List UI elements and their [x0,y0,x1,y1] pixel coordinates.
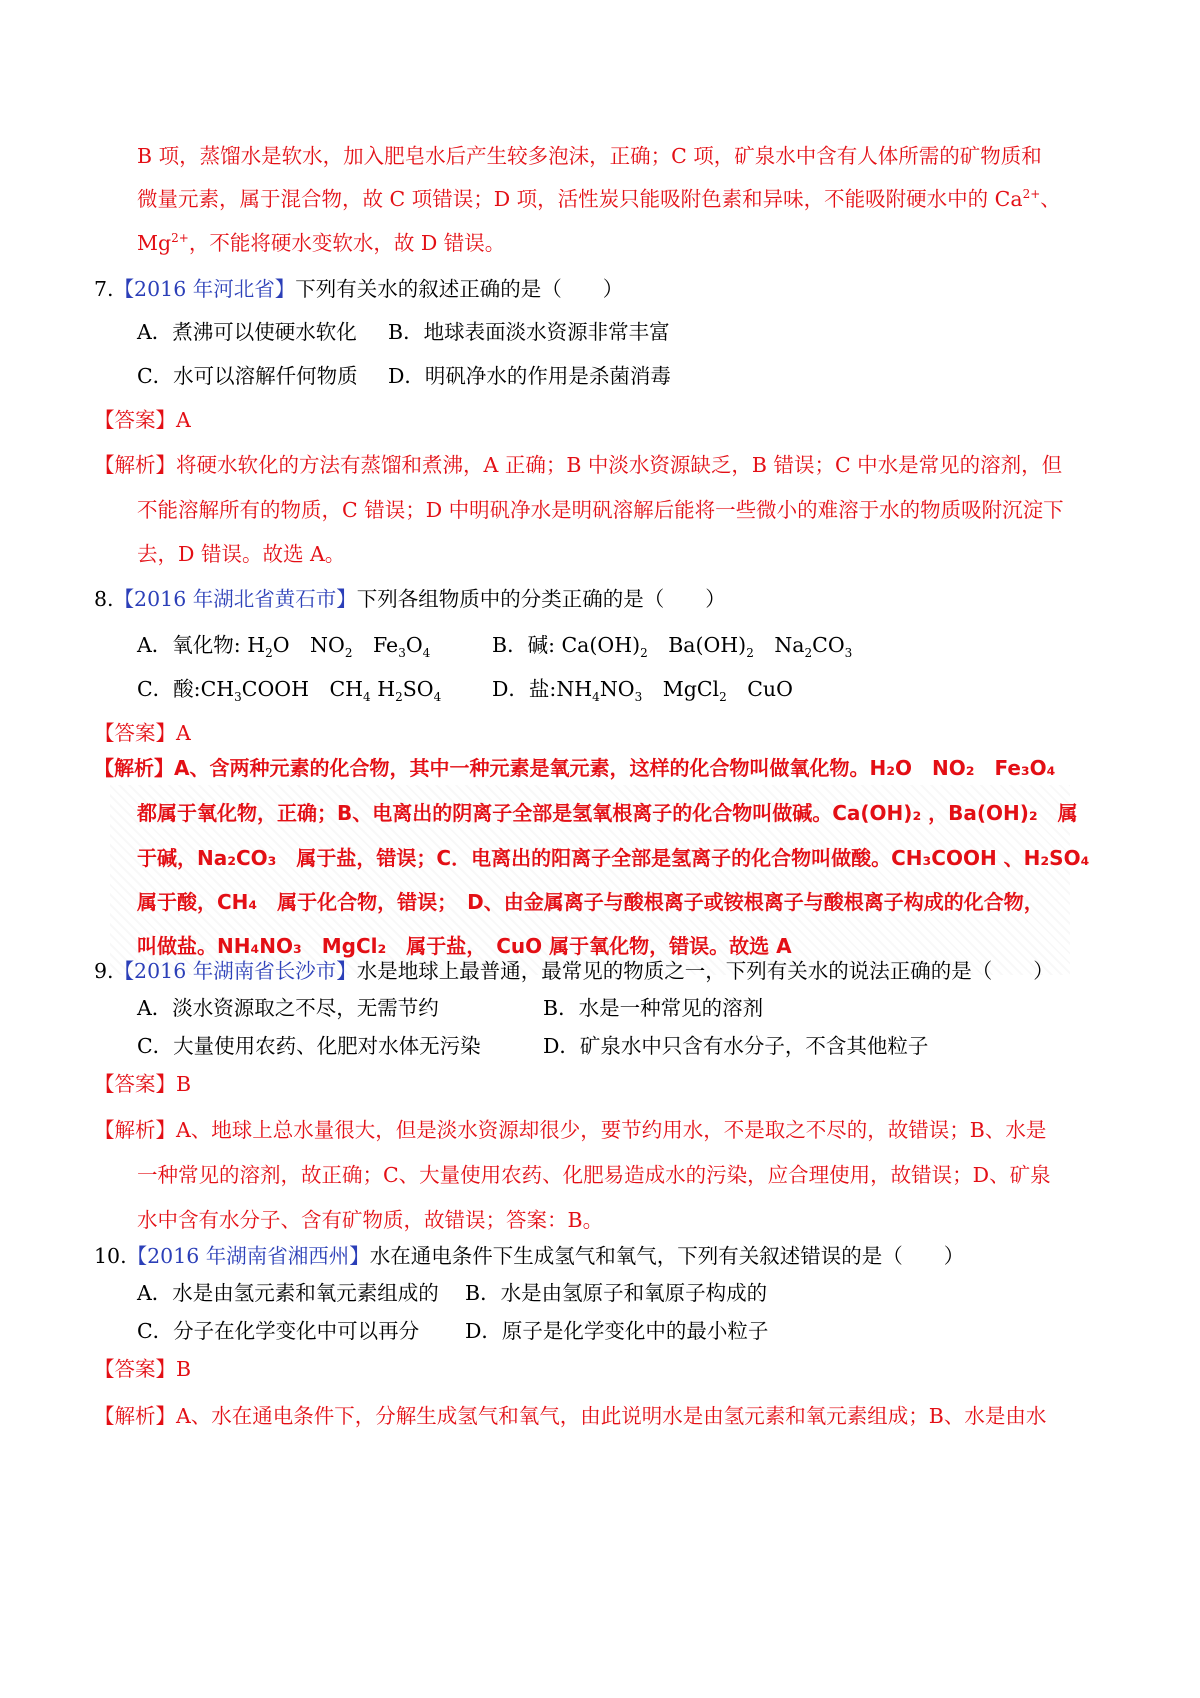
q9-explanation-line-1: 【解析】A、地球上总水量很大，但是淡水资源却很少，要节约用水，不是取之不尽的，故错误；B、水是 [94,1118,1047,1142]
question-text: 水是地球上最普通，最常见的物质之一，下列有关水的说法正确的是（ ） [356,959,1054,983]
question-9-stem [94,957,1054,985]
q8-explanation-line-4: 属于酸，CH₄ 属于化合物，错误； D、由金属离子与酸根离子或铵根离子与酸根离子构成的化合物， [137,890,1044,914]
q7-explanation-line-1: 【解析】将硬水软化的方法有蒸馏和煮沸，A 正确；B 中淡水资源缺乏，B 错误；C 中水是常见的溶剂，但 [94,453,1063,477]
q8-option-d: D．盐$:NH_4NO_3$ MgCl$_2$ CuO [492,677,793,705]
q7-option-c: C．水可以溶解仟何物质 [137,364,358,388]
q9-option-c: C．大量使用农药、化肥对水体无污染 [137,1034,481,1058]
question-number: 8. [94,587,114,611]
q8-option-c: C．酸$:CH_3COOH$ $CH_4$ $H_2SO_4$ [137,677,442,705]
question-number: 7. [94,277,114,301]
question-text: 下列有关水的叙述正确的是（ ） [295,277,624,301]
q9-option-d: D．矿泉水中只含有水分子，不含其他粒子 [543,1034,929,1058]
question-text: 水在通电条件下生成氢气和氧气，下列有关叙述错误的是（ ） [369,1244,965,1268]
q6-explanation-line-3: $Mg^{2+}$，不能将硬水变软水，故 D 错误。 [137,231,506,255]
question-7-stem [94,275,623,303]
q9-option-b: B．水是一种常见的溶剂 [543,996,764,1020]
q10-option-b: B．水是由氢原子和氧原子构成的 [465,1281,768,1305]
q7-answer: 【答案】A [94,408,191,432]
q10-option-d: D．原子是化学变化中的最小粒子 [465,1319,769,1343]
question-10-stem [94,1242,964,1270]
q8-option-a: A．氧化物: $H_2O$ $NO_2$ $Fe_3O_4$ [137,633,431,661]
q10-option-a: A．水是由氢元素和氧元素组成的 [137,1281,439,1305]
q10-answer: 【答案】B [94,1357,192,1381]
q6-explanation-line-1: B 项，蒸馏水是软水，加入肥皂水后产生较多泡沫，正确；C 项，矿泉水中含有人体所需的矿物质和 [137,144,1042,168]
q8-explanation-line-1: 【解析】A、含两种元素的化合物，其中一种元素是氧元素，这样的化合物叫做氧化物。H₂O NO₂ Fe₃O₄ [94,756,1056,780]
q9-explanation-line-3: 水中含有水分子、含有矿物质，故错误；答案：B。 [137,1208,604,1232]
q9-option-a: A．淡水资源取之不尽，无需节约 [137,996,439,1020]
q8-answer: 【答案】A [94,721,191,745]
q7-option-d: D．明矾净水的作用是杀菌消毒 [388,364,671,388]
question-source: 【2016 年湖南省湘西州】 [126,1244,370,1268]
q8-explanation-line-3: 于碱，Na₂CO₃ 属于盐，错误；C．电离出的阳离子全部是氢离子的化合物叫做酸。CH₃COOH 、H₂SO₄ [137,846,1090,870]
q9-explanation-line-2: 一种常见的溶剂，故正确；C、大量使用农药、化肥易造成水的污染，应合理使用，故错误；D、矿泉 [137,1163,1051,1187]
q7-option-a: A．煮沸可以使硬水软化 [137,320,357,344]
q7-explanation-line-3: 去，D 错误。故选 A。 [137,542,346,566]
q8-explanation-line-5: 叫做盐。NH₄NO₃ MgCl₂ 属于盐， CuO 属于氧化物，错误。故选 A [137,934,792,958]
question-text: 下列各组物质中的分类正确的是（ ） [356,587,726,611]
question-source: 【2016 年河北省】 [113,277,296,301]
question-8-stem [94,585,726,613]
q10-option-c: C．分子在化学变化中可以再分 [137,1319,420,1343]
q9-answer: 【答案】B [94,1072,192,1096]
q6-explanation-line-2: 微量元素，属于混合物，故 C 项错误；D 项，活性炭只能吸附色素和异味，不能吸附硬水中的 $Ca^{2+}$、 [137,187,1061,211]
q8-option-b: B．碱: $Ca(OH)_2$ $Ba(OH)_2$ $Na_2CO_3$ [492,633,853,661]
question-number: 9. [94,959,114,983]
question-source: 【2016 年湖北省黄石市】 [113,587,357,611]
question-source: 【2016 年湖南省长沙市】 [113,959,357,983]
q8-explanation-line-2: 都属于氧化物，正确；B、电离出的阴离子全部是氢氧根离子的化合物叫做碱。Ca(OH)₂ ，Ba(OH)₂ 属 [137,801,1078,825]
q10-explanation-line-1: 【解析】A、水在通电条件下，分解生成氢气和氧气，由此说明水是由氢元素和氧元素组成；B、水是由水 [94,1404,1047,1428]
question-number: 10. [94,1244,127,1268]
q7-explanation-line-2: 不能溶解所有的物质，C 错误；D 中明矾净水是明矾溶解后能将一些微小的难溶于水的物质吸附沉淀下 [137,498,1064,522]
q7-option-b: B．地球表面淡水资源非常丰富 [388,320,670,344]
